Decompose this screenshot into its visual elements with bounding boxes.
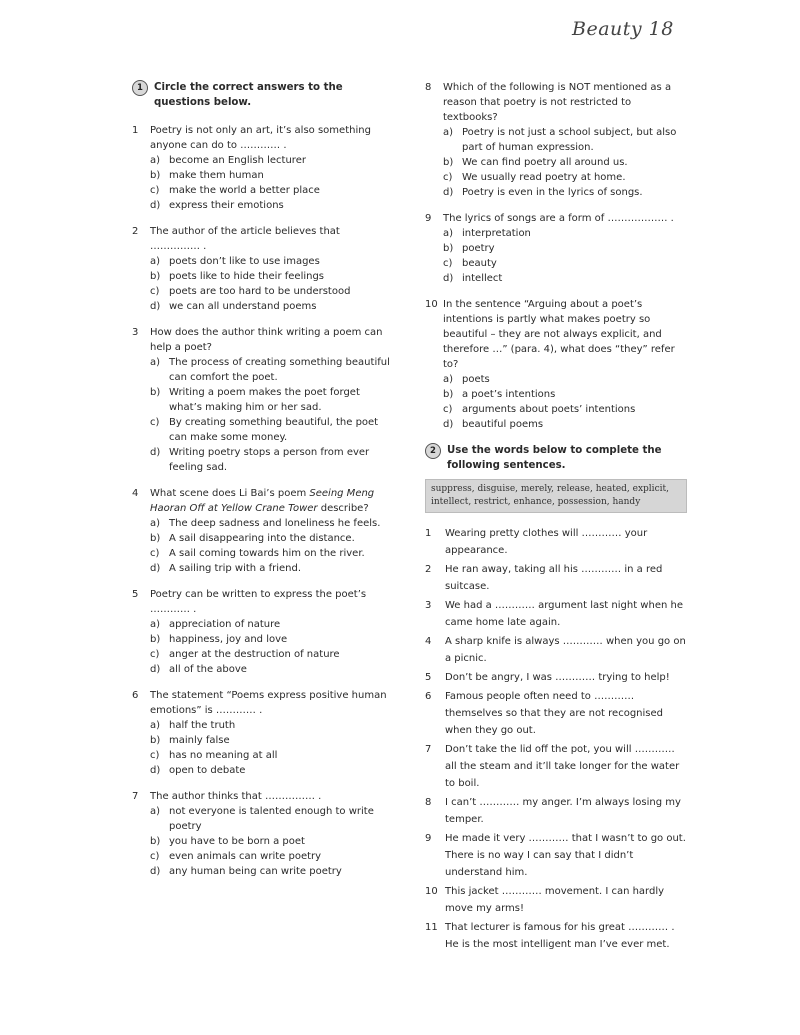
question-text: The lyrics of songs are a form of ……………… . bbox=[443, 213, 674, 224]
option-text: has no meaning at all bbox=[169, 750, 278, 761]
answer-option bbox=[150, 804, 390, 834]
answer-option bbox=[150, 284, 390, 299]
option-text: we can all understand poems bbox=[169, 301, 317, 312]
option-letter: c) bbox=[150, 851, 160, 862]
option-text: Writing poetry stops a person from ever feeling sad. bbox=[169, 447, 370, 473]
section1-heading bbox=[132, 80, 390, 110]
answer-option bbox=[150, 269, 390, 284]
option-text: beauty bbox=[462, 258, 497, 269]
option-text: Poetry is not just a school subject, but also part of human expression. bbox=[462, 127, 677, 153]
option-text: open to debate bbox=[169, 765, 246, 776]
option-letter: b) bbox=[150, 735, 161, 746]
question-list-left bbox=[132, 123, 390, 879]
question-body bbox=[150, 325, 390, 475]
sentence-number: 10 bbox=[425, 886, 438, 897]
answer-option bbox=[443, 241, 687, 256]
question-item bbox=[132, 789, 390, 879]
option-text: make them human bbox=[169, 170, 264, 181]
option-text: A sail disappearing into the distance. bbox=[169, 533, 355, 544]
option-text: anger at the destruction of nature bbox=[169, 649, 340, 660]
option-letter: a) bbox=[150, 155, 161, 166]
option-letter: a) bbox=[443, 374, 454, 385]
option-text: A sail coming towards him on the river. bbox=[169, 548, 365, 559]
option-text: happiness, joy and love bbox=[169, 634, 288, 645]
option-text: express their emotions bbox=[169, 200, 284, 211]
option-letter: a) bbox=[443, 228, 454, 239]
sentence-number: 5 bbox=[425, 672, 432, 683]
question-number: 9 bbox=[425, 213, 432, 224]
answer-option bbox=[150, 718, 390, 733]
answer-option bbox=[150, 445, 390, 475]
sentence-text: Don’t be angry, I was ………… trying to help! bbox=[445, 672, 670, 683]
sentence-item bbox=[425, 688, 687, 739]
sentence-text: That lecturer is famous for his great ………… . He is the most intelligent man I’ve ever met. bbox=[445, 922, 675, 950]
option-letter: d) bbox=[150, 301, 161, 312]
option-text: The process of creating something beautiful can comfort the poet. bbox=[169, 357, 390, 383]
option-list bbox=[150, 254, 390, 314]
question-body bbox=[150, 123, 390, 213]
section1-heading-text: Circle the correct answers to the questions below. bbox=[154, 82, 343, 108]
option-letter: d) bbox=[150, 200, 161, 211]
section2-heading-text: Use the words below to complete the following sentences. bbox=[447, 445, 662, 471]
answer-option bbox=[443, 256, 687, 271]
question-item bbox=[132, 587, 390, 677]
option-letter: b) bbox=[443, 243, 454, 254]
answer-option bbox=[150, 516, 390, 531]
option-text: half the truth bbox=[169, 720, 236, 731]
answer-option bbox=[150, 561, 390, 576]
sentence-item bbox=[425, 830, 687, 881]
option-list bbox=[150, 153, 390, 213]
option-letter: d) bbox=[150, 447, 161, 458]
option-letter: b) bbox=[150, 634, 161, 645]
sentence-item bbox=[425, 633, 687, 667]
option-text: By creating something beautiful, the poet can make some money. bbox=[169, 417, 379, 443]
option-text: The deep sadness and loneliness he feels. bbox=[169, 518, 381, 529]
answer-option bbox=[150, 355, 390, 385]
question-item bbox=[132, 486, 390, 576]
word-box: suppress, disguise, merely, release, heated, explicit, intellect, restrict, enhance, possession, handy bbox=[425, 479, 687, 513]
option-list bbox=[150, 617, 390, 677]
option-text: We usually read poetry at home. bbox=[462, 172, 626, 183]
question-body bbox=[150, 587, 390, 677]
sentence-item bbox=[425, 525, 687, 559]
poem-title: Seeing Meng Haoran Off at Yellow Crane Tower bbox=[150, 488, 375, 514]
answer-option bbox=[443, 155, 687, 170]
option-letter: d) bbox=[150, 765, 161, 776]
sentence-text: Wearing pretty clothes will ………… your appearance. bbox=[445, 528, 648, 556]
sentence-item bbox=[425, 597, 687, 631]
sentence-text: Famous people often need to ………… themselves so that they are not recognised when they go out. bbox=[445, 691, 663, 736]
answer-option bbox=[443, 226, 687, 241]
answer-option bbox=[150, 748, 390, 763]
option-letter: b) bbox=[150, 271, 161, 282]
option-letter: a) bbox=[150, 619, 161, 630]
option-text: poets are too hard to be understood bbox=[169, 286, 351, 297]
option-letter: d) bbox=[150, 563, 161, 574]
option-text: arguments about poets’ intentions bbox=[462, 404, 636, 415]
question-body bbox=[443, 211, 687, 286]
sentence-item bbox=[425, 669, 687, 686]
sentence-number: 7 bbox=[425, 744, 432, 755]
question-item bbox=[132, 123, 390, 213]
option-letter: c) bbox=[150, 417, 160, 428]
sentence-number: 8 bbox=[425, 797, 432, 808]
option-text: poetry bbox=[462, 243, 495, 254]
option-text: become an English lecturer bbox=[169, 155, 306, 166]
option-list bbox=[150, 355, 390, 475]
option-letter: d) bbox=[443, 419, 454, 430]
answer-option bbox=[150, 647, 390, 662]
question-number: 4 bbox=[132, 488, 139, 499]
question-item bbox=[132, 688, 390, 778]
option-letter: d) bbox=[150, 664, 161, 675]
question-item bbox=[425, 80, 687, 200]
question-body bbox=[443, 297, 687, 432]
sentence-number: 1 bbox=[425, 528, 432, 539]
option-text: any human being can write poetry bbox=[169, 866, 342, 877]
option-letter: c) bbox=[150, 750, 160, 761]
sentence-number: 2 bbox=[425, 564, 432, 575]
sentence-number: 3 bbox=[425, 600, 432, 611]
option-text: We can find poetry all around us. bbox=[462, 157, 628, 168]
question-number: 5 bbox=[132, 589, 139, 600]
answer-option bbox=[443, 185, 687, 200]
option-list bbox=[150, 718, 390, 778]
option-letter: a) bbox=[443, 127, 454, 138]
option-letter: a) bbox=[150, 720, 161, 731]
answer-option bbox=[150, 662, 390, 677]
option-letter: b) bbox=[443, 157, 454, 168]
option-text: you have to be born a poet bbox=[169, 836, 305, 847]
section-number-badge: 2 bbox=[425, 443, 441, 459]
question-number: 2 bbox=[132, 226, 139, 237]
option-text: poets bbox=[462, 374, 490, 385]
answer-option bbox=[443, 387, 687, 402]
answer-option bbox=[150, 385, 390, 415]
sentence-text: A sharp knife is always ………… when you go on a picnic. bbox=[445, 636, 686, 664]
option-letter: c) bbox=[150, 649, 160, 660]
sentence-number: 6 bbox=[425, 691, 432, 702]
answer-option bbox=[443, 402, 687, 417]
answer-option bbox=[443, 417, 687, 432]
option-text: Writing a poem makes the poet forget what’s making him or her sad. bbox=[169, 387, 360, 413]
question-item bbox=[425, 211, 687, 286]
sentence-text: He ran away, taking all his ………… in a red suitcase. bbox=[445, 564, 663, 592]
answer-option bbox=[150, 546, 390, 561]
option-text: a poet’s intentions bbox=[462, 389, 556, 400]
answer-option bbox=[150, 864, 390, 879]
option-letter: a) bbox=[150, 256, 161, 267]
section-number-badge: 1 bbox=[132, 80, 148, 96]
sentence-text: I can’t ………… my anger. I’m always losing my temper. bbox=[445, 797, 681, 825]
option-letter: b) bbox=[150, 387, 161, 398]
answer-option bbox=[150, 531, 390, 546]
question-number: 1 bbox=[132, 125, 139, 136]
option-letter: b) bbox=[443, 389, 454, 400]
option-letter: b) bbox=[150, 836, 161, 847]
question-text: The statement “Poems express positive human emotions” is ………… . bbox=[150, 690, 387, 716]
answer-option bbox=[150, 763, 390, 778]
option-text: intellect bbox=[462, 273, 503, 284]
option-text: make the world a better place bbox=[169, 185, 320, 196]
answer-option bbox=[150, 415, 390, 445]
sentence-item bbox=[425, 883, 687, 917]
answer-option bbox=[150, 183, 390, 198]
option-list bbox=[443, 372, 687, 432]
sentence-text: We had a ………… argument last night when he came home late again. bbox=[445, 600, 683, 628]
option-letter: a) bbox=[150, 806, 161, 817]
option-list bbox=[443, 226, 687, 286]
option-text: beautiful poems bbox=[462, 419, 544, 430]
question-number: 6 bbox=[132, 690, 139, 701]
option-text: mainly false bbox=[169, 735, 230, 746]
answer-option bbox=[443, 170, 687, 185]
question-text bbox=[150, 486, 390, 516]
answer-option bbox=[150, 198, 390, 213]
option-letter: d) bbox=[443, 187, 454, 198]
question-body bbox=[443, 80, 687, 200]
question-item bbox=[132, 224, 390, 314]
option-letter: c) bbox=[150, 548, 160, 559]
answer-option bbox=[150, 632, 390, 647]
answer-option bbox=[150, 153, 390, 168]
option-letter: d) bbox=[443, 273, 454, 284]
sentence-item bbox=[425, 561, 687, 595]
option-letter: d) bbox=[150, 866, 161, 877]
page-number: Beauty 18 bbox=[572, 18, 674, 40]
option-text: appreciation of nature bbox=[169, 619, 281, 630]
answer-option bbox=[443, 372, 687, 387]
right-column bbox=[425, 80, 687, 955]
option-text: Poetry is even in the lyrics of songs. bbox=[462, 187, 643, 198]
question-text: Which of the following is NOT mentioned as a reason that poetry is not restricted to textbooks? bbox=[443, 82, 672, 123]
sentence-number: 9 bbox=[425, 833, 432, 844]
answer-option bbox=[150, 617, 390, 632]
question-text: How does the author think writing a poem can help a poet? bbox=[150, 327, 383, 353]
question-number: 7 bbox=[132, 791, 139, 802]
question-text: The author thinks that …………… . bbox=[150, 791, 322, 802]
option-list bbox=[150, 804, 390, 879]
option-letter: b) bbox=[150, 170, 161, 181]
sentence-number: 11 bbox=[425, 922, 438, 933]
answer-option bbox=[443, 271, 687, 286]
option-list bbox=[443, 125, 687, 200]
option-letter: b) bbox=[150, 533, 161, 544]
option-text: not everyone is talented enough to write poetry bbox=[169, 806, 374, 832]
option-text: A sailing trip with a friend. bbox=[169, 563, 302, 574]
option-text: all of the above bbox=[169, 664, 247, 675]
sentence-number: 4 bbox=[425, 636, 432, 647]
sentence-list bbox=[425, 525, 687, 953]
answer-option bbox=[150, 834, 390, 849]
option-letter: a) bbox=[150, 518, 161, 529]
option-letter: c) bbox=[150, 286, 160, 297]
sentence-text: This jacket ………… movement. I can hardly move my arms! bbox=[445, 886, 665, 914]
answer-option bbox=[150, 733, 390, 748]
question-number: 10 bbox=[425, 299, 438, 310]
question-item bbox=[132, 325, 390, 475]
question-body bbox=[150, 486, 390, 576]
sentence-item bbox=[425, 919, 687, 953]
answer-option bbox=[150, 168, 390, 183]
question-text-part: describe? bbox=[317, 503, 369, 514]
option-letter: a) bbox=[150, 357, 161, 368]
option-text: even animals can write poetry bbox=[169, 851, 322, 862]
question-text: In the sentence “Arguing about a poet’s intentions is partly what makes poetry so beautiful – they are not always explicit, and therefore …” (para. 4), what does “they” refer to? bbox=[443, 299, 675, 370]
question-text-part: What scene does Li Bai’s poem bbox=[150, 488, 310, 499]
option-text: poets don’t like to use images bbox=[169, 256, 320, 267]
question-body bbox=[150, 688, 390, 778]
question-number: 3 bbox=[132, 327, 139, 338]
option-text: poets like to hide their feelings bbox=[169, 271, 325, 282]
answer-option bbox=[443, 125, 687, 155]
answer-option bbox=[150, 849, 390, 864]
section2-heading bbox=[425, 443, 687, 473]
sentence-item bbox=[425, 741, 687, 792]
question-text: Poetry is not only an art, it’s also something anyone can do to ………… . bbox=[150, 125, 371, 151]
option-letter: c) bbox=[443, 404, 453, 415]
sentence-text: He made it very ………… that I wasn’t to go out. There is no way I can say that I didn’t understand him. bbox=[445, 833, 686, 878]
sentence-text: Don’t take the lid off the pot, you will ………… all the steam and it’ll take longer for the water to boil. bbox=[445, 744, 680, 789]
answer-option bbox=[150, 254, 390, 269]
sentence-item bbox=[425, 794, 687, 828]
question-body bbox=[150, 224, 390, 314]
option-letter: c) bbox=[150, 185, 160, 196]
left-column bbox=[132, 80, 390, 890]
question-number: 8 bbox=[425, 82, 432, 93]
question-text: Poetry can be written to express the poet’s ………… . bbox=[150, 589, 367, 615]
question-body bbox=[150, 789, 390, 879]
option-letter: c) bbox=[443, 258, 453, 269]
answer-option bbox=[150, 299, 390, 314]
option-list bbox=[150, 516, 390, 576]
option-text: interpretation bbox=[462, 228, 531, 239]
option-letter: c) bbox=[443, 172, 453, 183]
question-text: The author of the article believes that …………… . bbox=[150, 226, 340, 252]
question-list-right bbox=[425, 80, 687, 432]
question-item bbox=[425, 297, 687, 432]
